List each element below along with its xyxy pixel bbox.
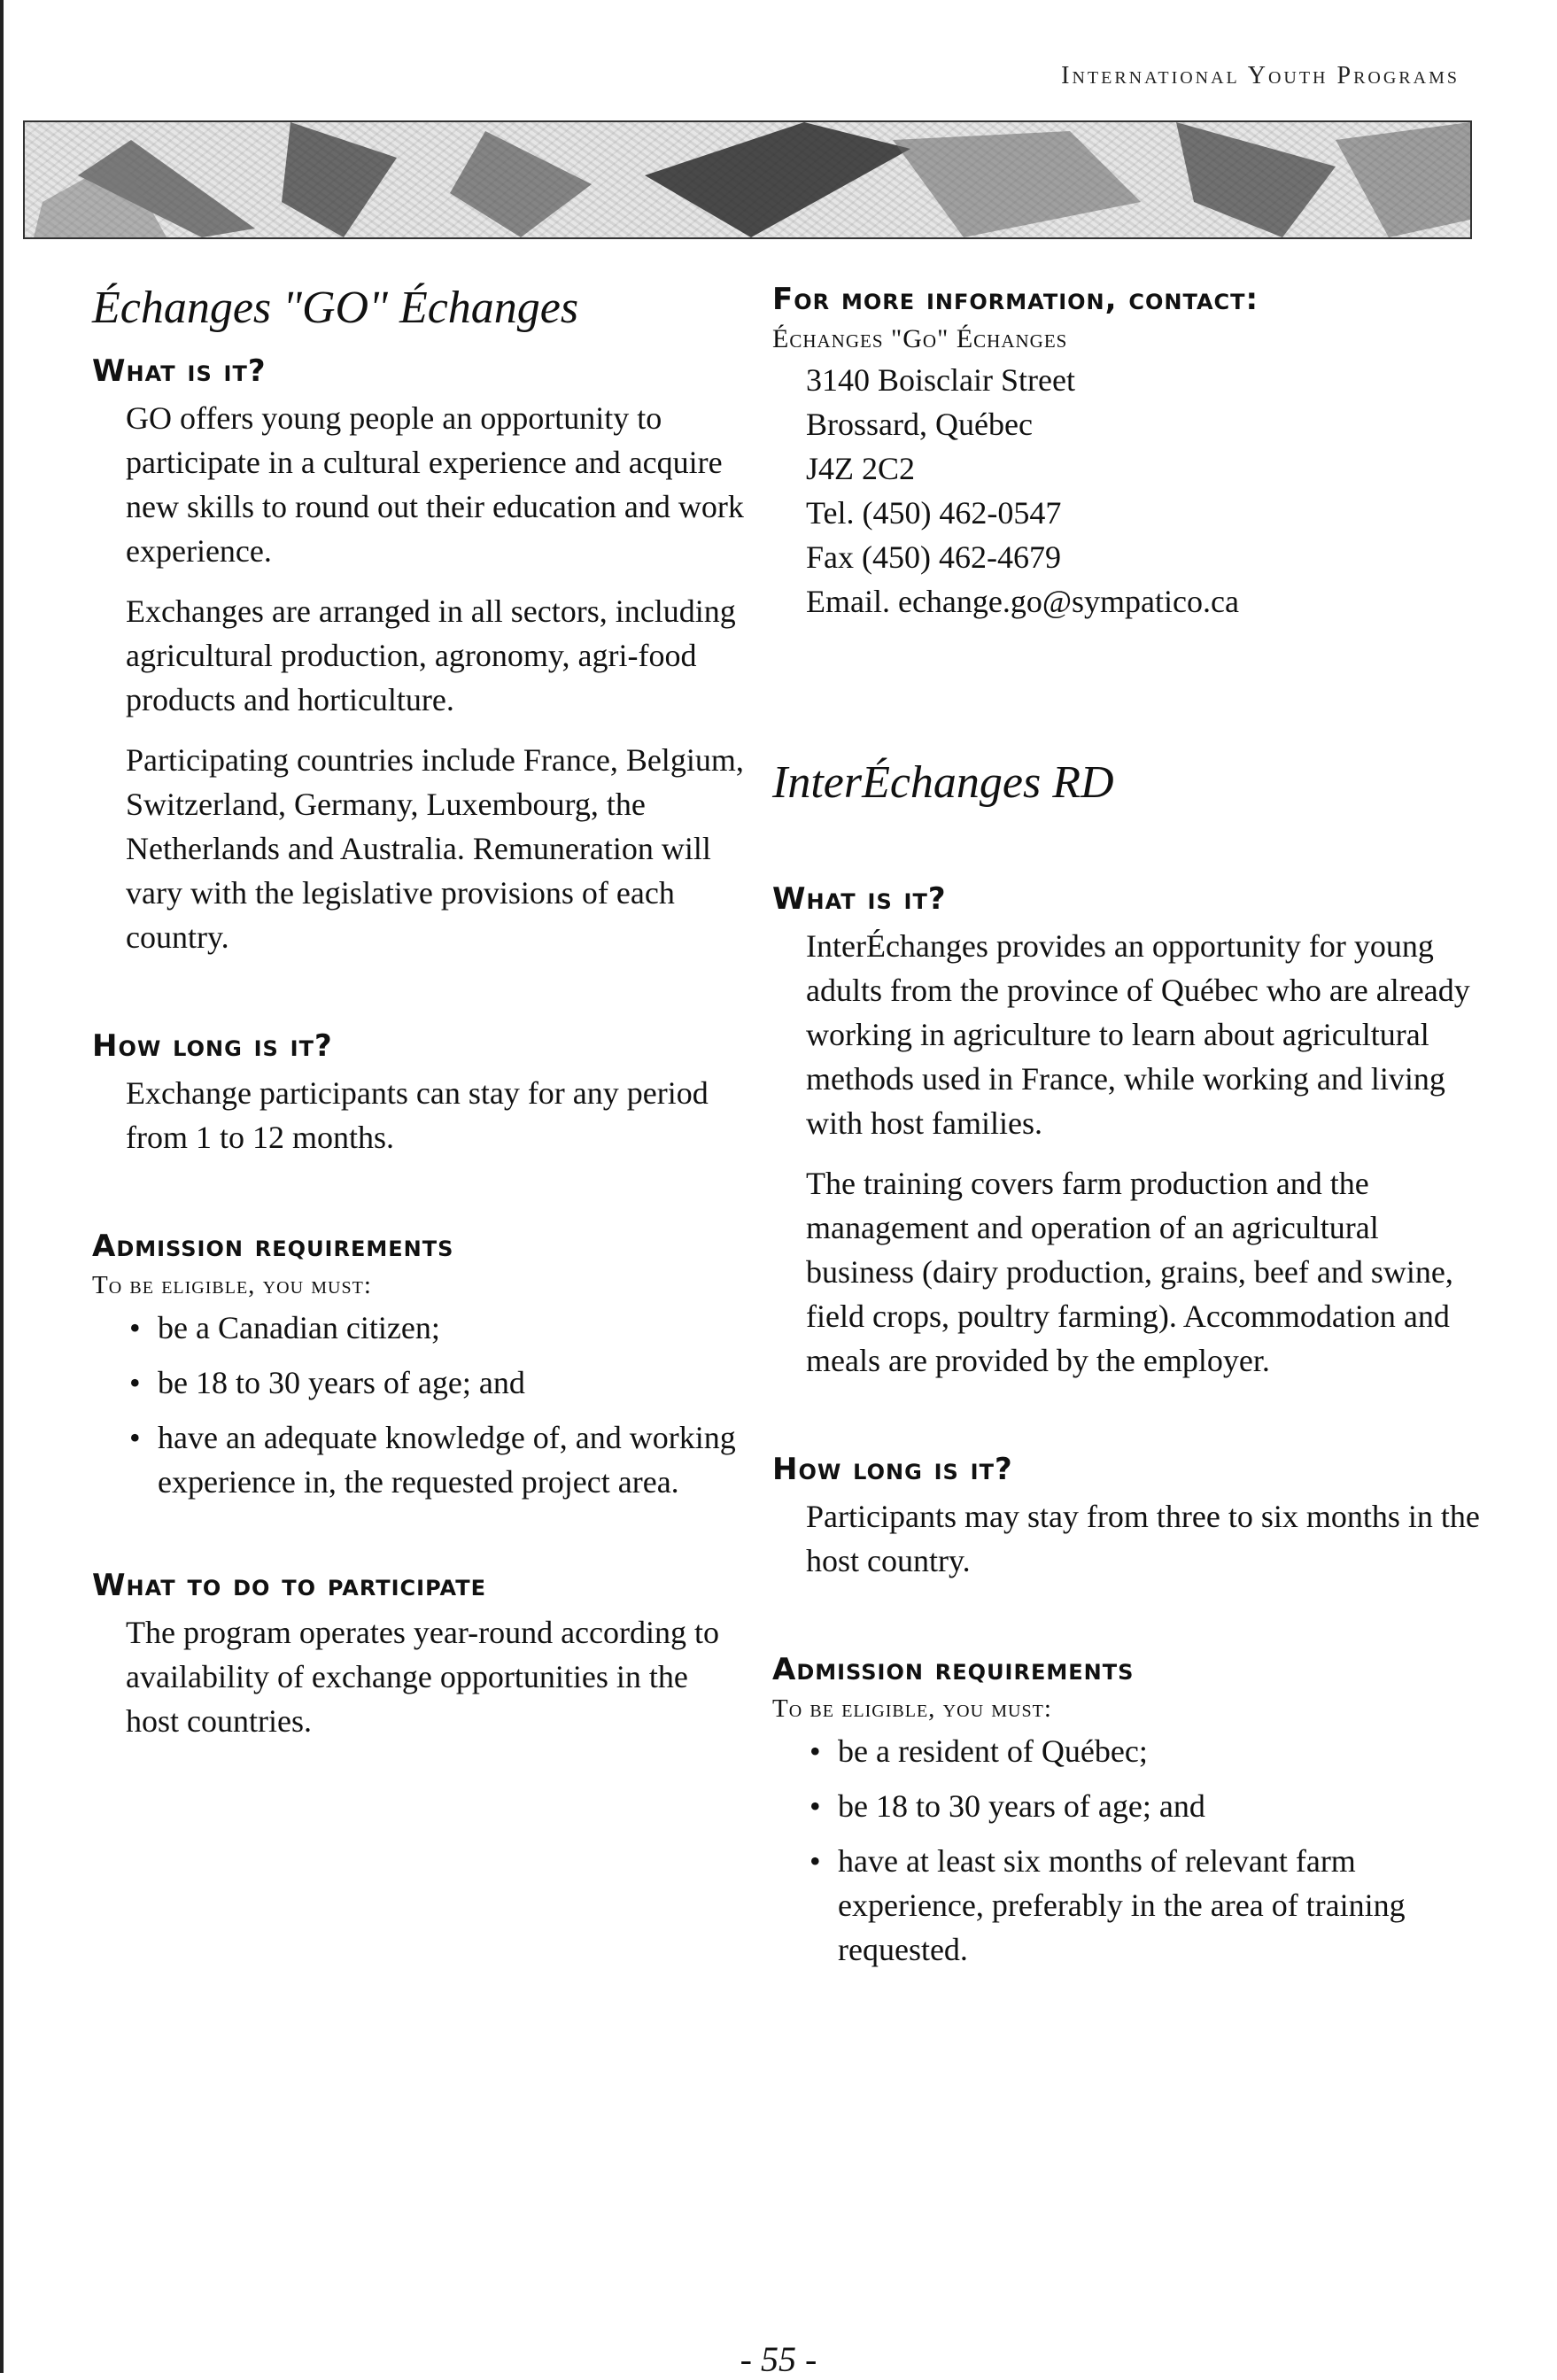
how-long-text: Participants may stay from three to six months in the host country. bbox=[806, 1499, 1480, 1578]
list-item: • have at least six months of relevant farm experience, preferably in the area of training requested. bbox=[806, 1839, 1481, 1972]
list-item: • be 18 to 30 years of age; and bbox=[126, 1361, 748, 1405]
what-paragraph-1: InterÉchanges provides an opportunity for young adults from the province of Québec who are already working in agriculture to learn about agricultural methods used in France, while working and living with host families. bbox=[806, 928, 1470, 1141]
what-paragraph-1: GO offers young people an opportunity to participate in a cultural experience and acquire new skills to round out their education and work experience. bbox=[126, 400, 744, 569]
contact-heading: For more information, contact: bbox=[772, 282, 1259, 317]
contact-address-city: Brossard, Québec bbox=[806, 407, 1033, 442]
what-paragraph-3: Participating countries include France, Belgium, Switzerland, Germany, Luxembourg, the Netherlands and Australia. Remuneration will vary with the legislative provisions of each country. bbox=[126, 742, 744, 955]
admission-heading: Admission requirements bbox=[772, 1652, 1135, 1687]
program-title-interechanges: InterÉchanges RD bbox=[772, 757, 1114, 808]
left-column bbox=[92, 282, 748, 1759]
contact-telephone: Tel. (450) 462-0547 bbox=[806, 495, 1062, 531]
eligible-label: To be eligible, you must: bbox=[772, 1694, 1052, 1723]
what-is-it-heading: What is it? bbox=[92, 353, 267, 389]
participate-text: The program operates year-round according to availability of exchange opportunities in the host countries. bbox=[126, 1615, 719, 1739]
running-header: International Youth Programs bbox=[1061, 62, 1460, 89]
what-paragraph-2: Exchanges are arranged in all sectors, including agricultural production, agronomy, agri-food products and horticulture. bbox=[126, 593, 736, 717]
contact-organization: Échanges "Go" Échanges bbox=[772, 324, 1068, 353]
how-long-heading: How long is it? bbox=[92, 1028, 333, 1064]
right-column bbox=[772, 282, 1481, 1982]
participate-heading: What to do to participate bbox=[92, 1568, 486, 1603]
how-long-text: Exchange participants can stay for any period from 1 to 12 months. bbox=[126, 1075, 709, 1155]
list-item: • be 18 to 30 years of age; and bbox=[806, 1784, 1481, 1828]
requirements-list bbox=[806, 1729, 1481, 1972]
list-item: • be a resident of Québec; bbox=[806, 1729, 1481, 1773]
eligible-label: To be eligible, you must: bbox=[92, 1271, 372, 1299]
contact-fax: Fax (450) 462-4679 bbox=[806, 539, 1061, 575]
page-number: - 55 - bbox=[740, 2339, 817, 2379]
program-title-echanges-go: Échanges "GO" Échanges bbox=[92, 283, 579, 333]
contact-address-street: 3140 Boisclair Street bbox=[806, 362, 1075, 398]
list-item: • have an adequate knowledge of, and working experience in, the requested project area. bbox=[126, 1415, 748, 1504]
list-item: • be a Canadian citizen; bbox=[126, 1306, 748, 1350]
requirements-list bbox=[126, 1306, 748, 1504]
decorative-banner bbox=[23, 120, 1472, 239]
contact-email: Email. echange.go@sympatico.ca bbox=[806, 584, 1239, 619]
what-is-it-heading: What is it? bbox=[772, 881, 947, 917]
how-long-heading: How long is it? bbox=[772, 1452, 1013, 1487]
banner-artwork bbox=[25, 122, 1470, 237]
admission-heading: Admission requirements bbox=[92, 1229, 454, 1264]
page-left-border bbox=[0, 0, 4, 2373]
contact-postal-code: J4Z 2C2 bbox=[806, 451, 916, 486]
what-paragraph-2: The training covers farm production and the management and operation of an agricultural business (dairy production, grains, beef and swine, field crops, poultry farming). Accommodation and meals are provided by the employer. bbox=[806, 1166, 1453, 1378]
